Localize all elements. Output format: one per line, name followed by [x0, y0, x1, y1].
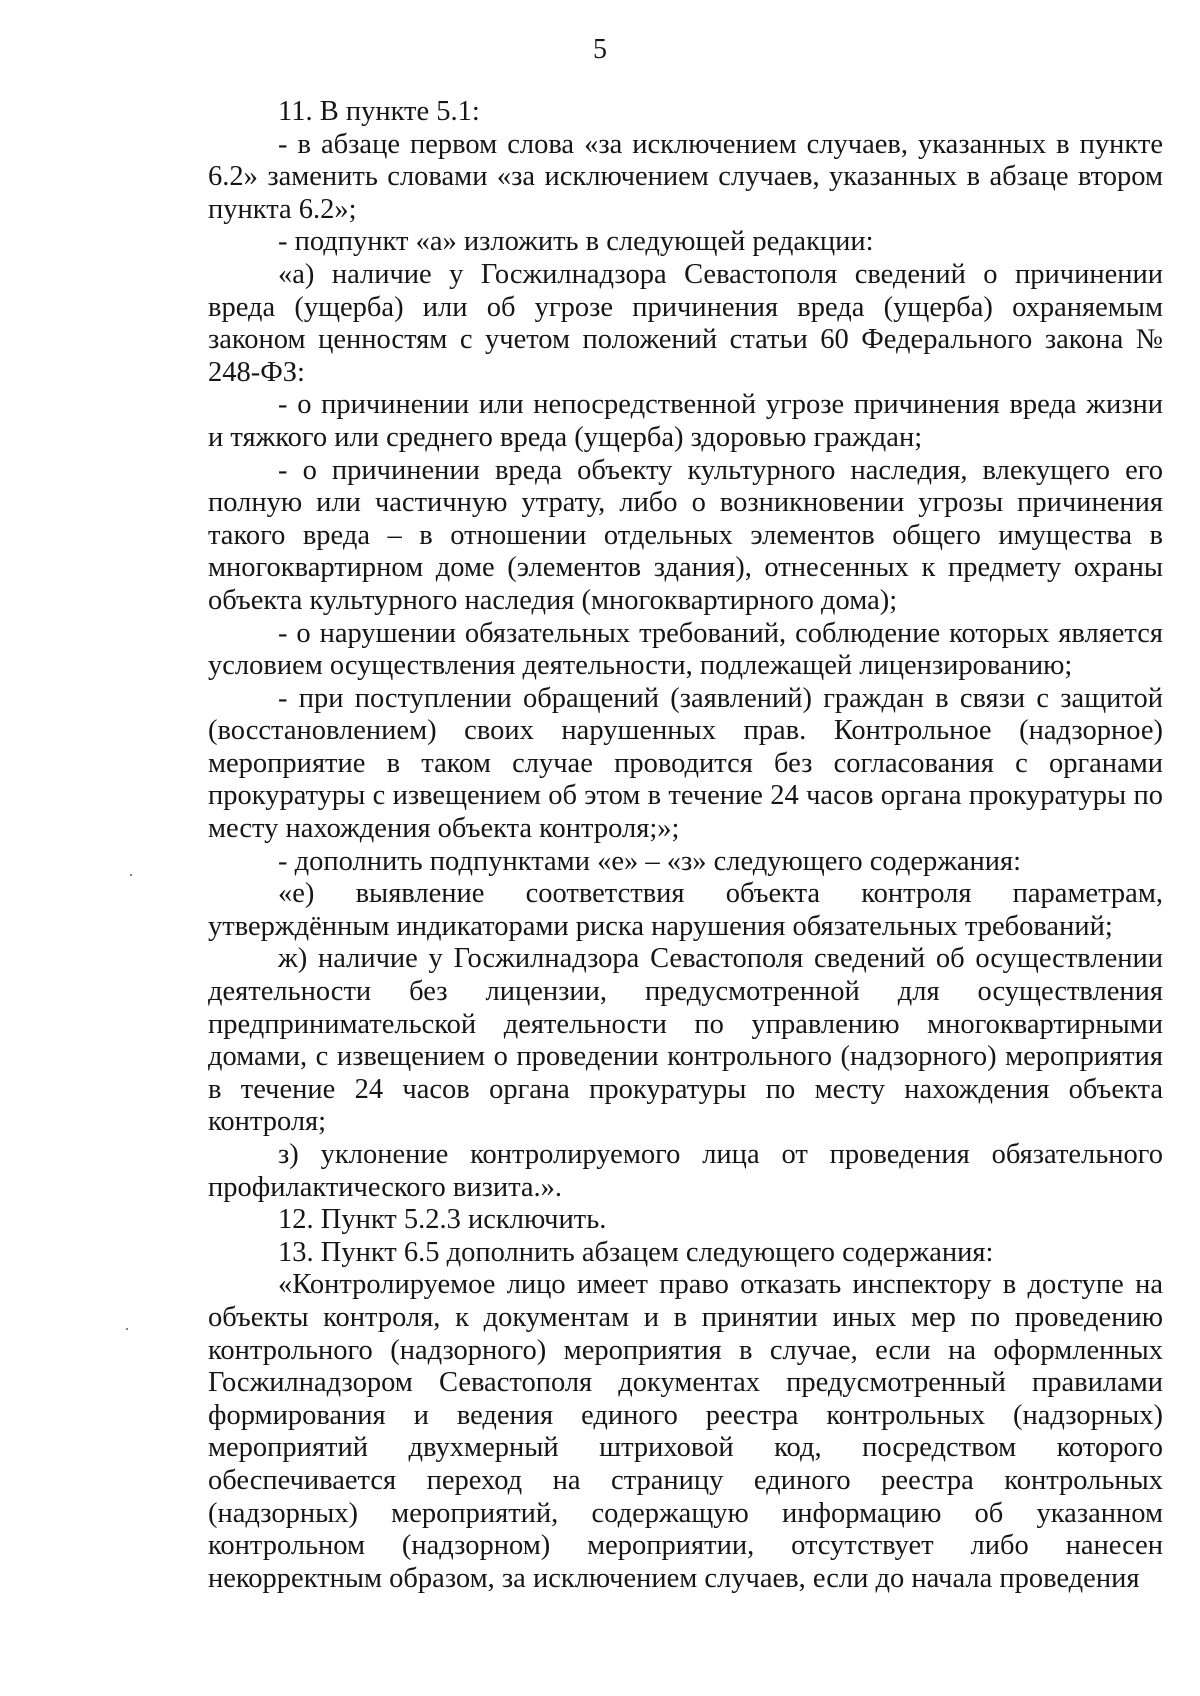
paragraph-item-13: 13. Пункт 6.5 дополнить абзацем следующего содержания: — [278, 1236, 994, 1268]
paragraph-refusal-right: «Контролируемое лицо имеет право отказать инспектору в доступе на объекты контроля, к документам и в принятии иных мер по проведению контрольного (надзорного) мероприятия в случае, если на оформленных Госжилнадзором Севастополя документах предусмотренный правилами формирования и ведения единого реестра контрольных (надзорных) мероприятий двухмерный штриховой код, посредством которого обеспечивается переход на страницу единого реестра контрольных (надзорных) мероприятий, содержащую информацию об указанном контрольном (надзорном) мероприятии, отсутствует либо нанесен некорректным образом, за исключением случаев, если до начала проведения — [208, 1269, 1163, 1594]
paragraph-subpoint-e: «е) выявление соответствия объекта контроля параметрам, утверждённым индикаторами риска нарушения обязательных требований; — [208, 878, 1163, 942]
paragraph-harm-to-life: - о причинении или непосредственной угрозе причинения вреда жизни и тяжкого или среднего вреда (ущерба) здоровью граждан; — [208, 389, 1163, 453]
paragraph-item-12: 12. Пункт 5.2.3 исключить. — [278, 1204, 607, 1236]
paragraph-subpoint-a: «а) наличие у Госжилнадзора Севастополя сведений о причинении вреда (ущерба) или об угрозе причинения вреда (ущерба) охраняемым законом ценностям с учетом положений статьи 60 Федерального закона № 248-ФЗ: — [208, 258, 1163, 388]
paragraph-subpoint-z: з) уклонение контролируемого лица от проведения обязательного профилактического визита.». — [208, 1139, 1163, 1203]
scan-speck — [126, 1328, 128, 1330]
paragraph-subpoint-zh: ж) наличие у Госжилнадзора Севастополя сведений об осуществлении деятельности без лицензии, предусмотренной для осуществления предпринимательской деятельности по управлению многоквартирными домами, с извещением о проведении контрольного (надзорного) мероприятия в течение 24 часов органа прокуратуры по месту нахождения объекта контроля; — [208, 943, 1163, 1138]
paragraph-subpoint-a-intro: - подпункт «а» изложить в следующей редакции: — [278, 226, 874, 258]
paragraph-cultural-heritage: - о причинении вреда объекту культурного наследия, влекущего его полную или частичную утрату, либо о возникновении угрозы причинения такого вреда – в отношении отдельных элементов общего имущества в многоквартирном доме (элементов здания), отнесенных к предмету охраны объекта культурного наследия (многоквартирного дома); — [208, 454, 1163, 616]
paragraph-citizen-complaints: - при поступлении обращений (заявлений) граждан в связи с защитой (восстановлением) своих нарушенных прав. Контрольное (надзорное) мероприятие в таком случае проводится без согласования с органами прокуратуры с извещением об этом в течение 24 часов органа прокуратуры по месту нахождения объекта контроля;»; — [208, 682, 1163, 845]
paragraph-license-violation: - о нарушении обязательных требований, соблюдение которых является условием осуществления деятельности, подлежащей лицензированию; — [208, 617, 1163, 682]
scan-speck — [130, 874, 132, 876]
page-number: 5 — [593, 34, 607, 65]
paragraph-item-11-heading: 11. В пункте 5.1: — [278, 96, 480, 127]
paragraph-replace-words: - в абзаце первом слова «за исключением случаев, указанных в пункте 6.2» заменить словами «за исключением случаев, указанных в абзаце втором пункта 6.2»; — [208, 128, 1163, 225]
paragraph-add-subpoints-intro: - дополнить подпунктами «е» – «з» следующего содержания: — [278, 845, 1022, 877]
document-body — [208, 96, 1163, 1595]
